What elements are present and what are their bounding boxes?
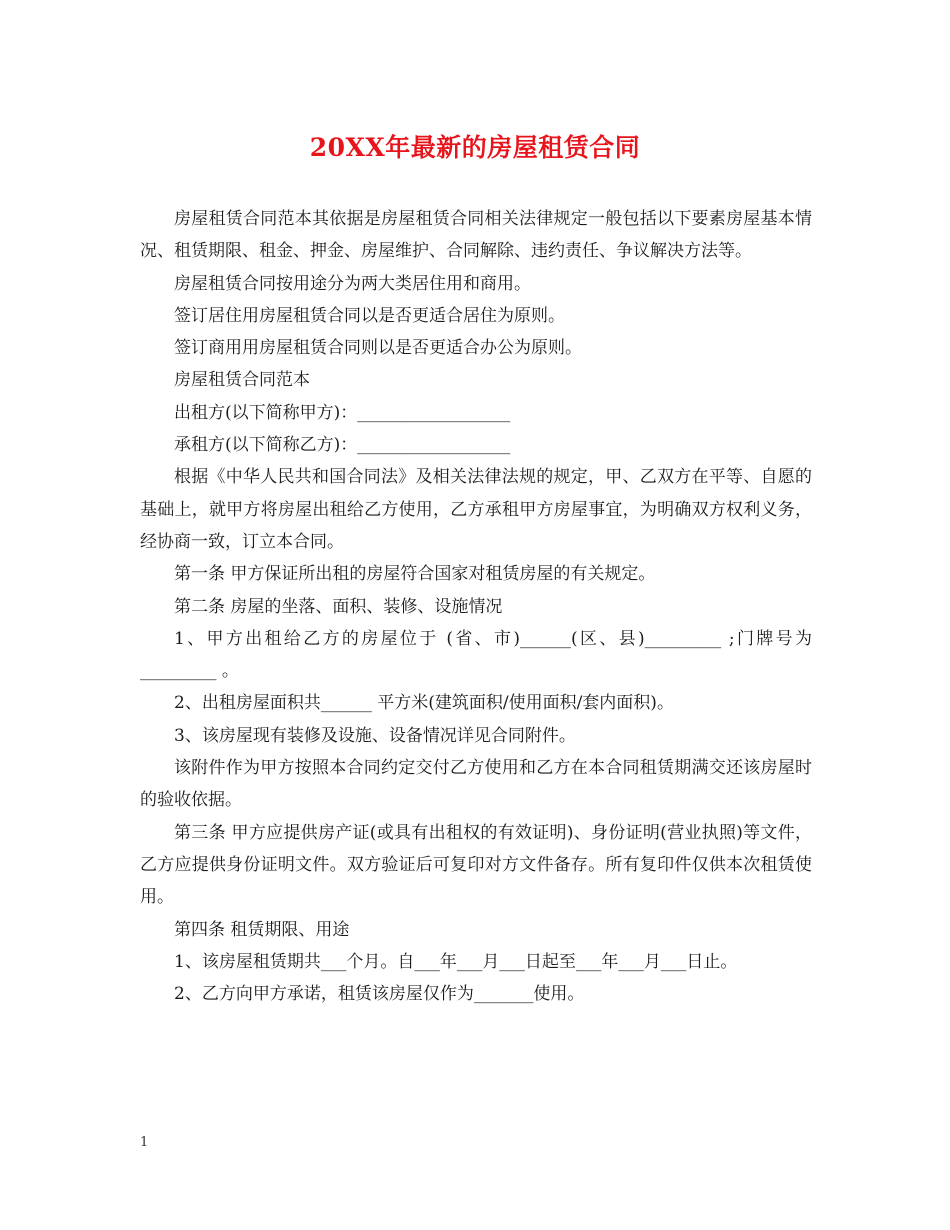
paragraph-article-2: 第二条 房屋的坐落、面积、装修、设施情况: [174, 596, 503, 617]
document-body: [140, 203, 812, 1010]
paragraph-article-1: 第一条 甲方保证所出租的房屋符合国家对租赁房屋的有关规定。: [174, 564, 656, 585]
page-number: 1: [140, 1135, 149, 1150]
paragraph-lessee: 承租方(以下简称乙方)：__________________: [174, 435, 511, 456]
paragraph-article-4-item-2: 2、乙方向甲方承诺，租赁该房屋仅作为_______使用。: [174, 984, 585, 1005]
paragraph-article-3: 第三条 甲方应提供房产证(或具有出租权的有效证明)、身份证明(营业执照)等文件，乙方应提供身份证明文件。双方验证后可复印对方文件备存。所有复印件仅供本次租赁使用。: [140, 822, 812, 908]
page-title: 20XX年最新的房屋租赁合同: [309, 133, 641, 162]
paragraph-article-4-item-1: 1、该房屋租赁期共___个月。自___年___月___日起至___年___月___日止。: [174, 951, 738, 972]
paragraph-article-2-item-2: 2、出租房屋面积共______ 平方米(建筑面积/使用面积/套内面积)。: [174, 693, 674, 714]
paragraph-residential: 签订居住用房屋租赁合同以是否更适合居住为原则。: [174, 305, 565, 326]
paragraph-commercial: 签订商用用房屋租赁合同则以是否更适合办公为原则。: [174, 338, 582, 359]
paragraph-template-heading: 房屋租赁合同范本: [174, 370, 310, 391]
paragraph-basis: 根据《中华人民共和国合同法》及相关法律法规的规定，甲、乙双方在平等、自愿的基础上，就甲方将房屋出租给乙方使用，乙方承租甲方房屋事宜，为明确双方权利义务，经协商一致，订立本合同。: [140, 467, 812, 552]
paragraph-usage-types: 房屋租赁合同按用途分为两大类居住用和商用。: [174, 273, 531, 294]
paragraph-attachment: 该附件作为甲方按照本合同约定交付乙方使用和乙方在本合同租赁期满交还该房屋时的验收依据。: [140, 758, 812, 811]
paragraph-article-2-item-1: 1、甲方出租给乙方的房屋位于 (省、市)______(区、县)_________ ;门牌号为_________ 。: [140, 628, 812, 682]
paragraph-article-4: 第四条 租赁期限、用途: [174, 919, 350, 940]
paragraph-article-2-item-3: 3、该房屋现有装修及设施、设备情况详见合同附件。: [174, 725, 576, 746]
paragraph-intro: 房屋租赁合同范本其依据是房屋租赁合同相关法律规定一般包括以下要素房屋基本情况、租赁期限、租金、押金、房屋维护、合同解除、违约责任、争议解决方法等。: [140, 209, 812, 262]
paragraph-lessor: 出租方(以下简称甲方)：__________________: [174, 402, 511, 423]
